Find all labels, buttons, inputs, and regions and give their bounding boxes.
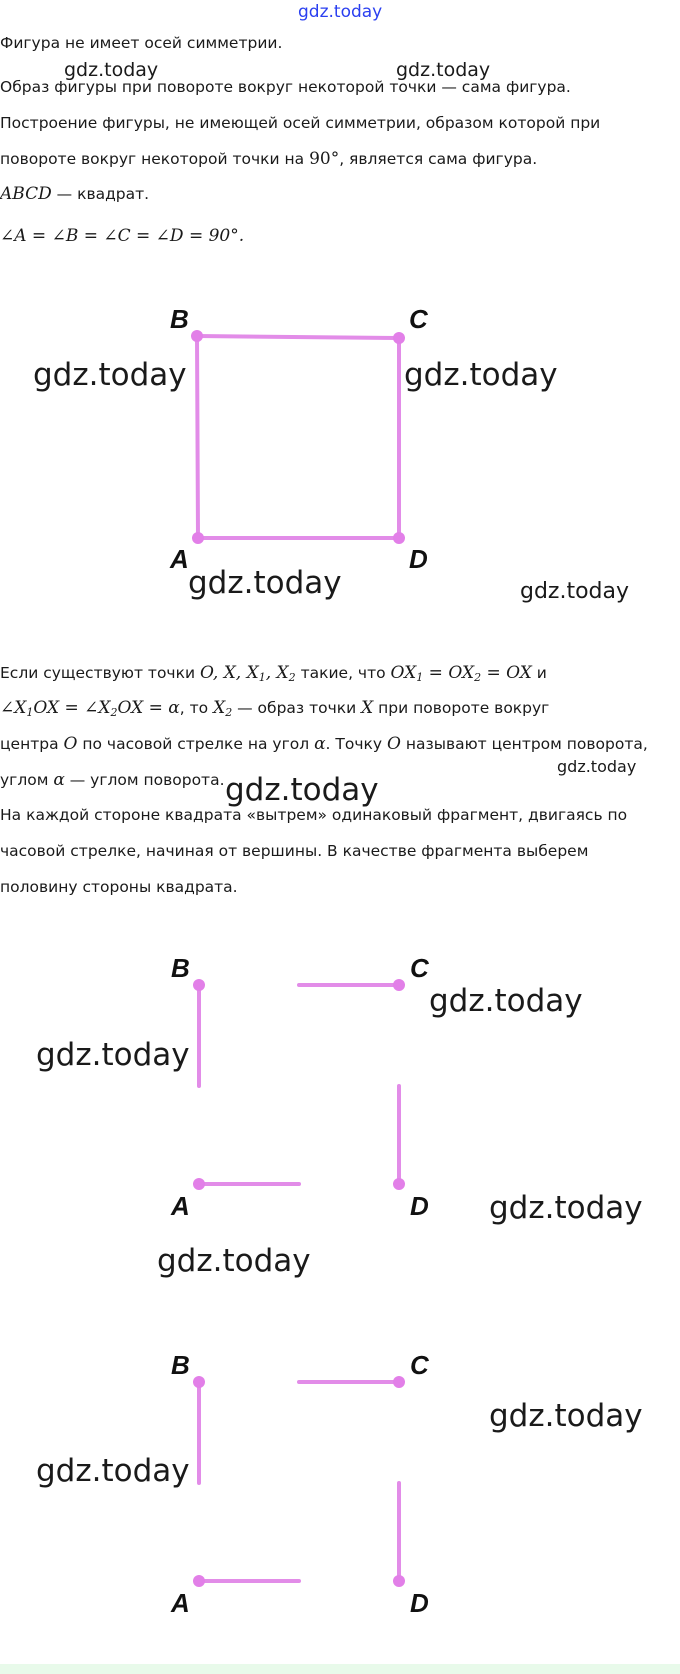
text-line-3: Построение фигуры, не имеющей осей симметрии, образом которой при (0, 114, 601, 132)
vertex-d-point (393, 532, 405, 544)
text-fragment: — квадрат. (51, 185, 150, 203)
math-subscript: 2 (110, 706, 118, 719)
text-line-2: Образ фигуры при повороте вокруг некоторой точки — сама фигура. (0, 78, 571, 96)
text-line-1: Фигура не имеет осей симметрии. (0, 34, 283, 52)
vertex-b-point (193, 979, 205, 991)
math-points: , X (265, 663, 289, 683)
watermark: gdz.today (225, 772, 379, 808)
math-subscript: 1 (416, 671, 424, 684)
text-fragment: , то (179, 699, 214, 717)
text-line-7 (0, 663, 547, 684)
vertex-b-label: B (171, 1350, 190, 1380)
math-angle: ∠X (0, 698, 27, 718)
text-fragment: Если существуют точки (0, 664, 200, 682)
vertex-c-point (393, 1376, 405, 1388)
watermark: gdz.today (520, 579, 630, 604)
vertex-a-label: A (171, 1191, 190, 1221)
watermark-top: gdz.today (298, 2, 383, 22)
text-fragment: и (531, 664, 547, 682)
vertex-a-point (193, 1575, 205, 1587)
vertex-d-point (393, 1178, 405, 1190)
text-line-6 (0, 226, 244, 246)
text-line-9 (0, 734, 648, 754)
text-fragment: центра (0, 735, 64, 753)
vertex-d-point (393, 1575, 405, 1587)
math-equation: = OX (423, 663, 475, 683)
math-subscript: 2 (288, 671, 296, 684)
vertex-b-point (193, 1376, 205, 1388)
text-line-10 (0, 770, 225, 790)
text-fragment: . Точку (325, 735, 387, 753)
math-angle: OX = ∠X (33, 698, 111, 718)
math-subscript: 1 (26, 706, 34, 719)
watermark: gdz.today (188, 565, 342, 601)
vertex-c-point (393, 332, 405, 344)
vertex-d-label: D (410, 1191, 429, 1221)
watermark: gdz.today (157, 1243, 311, 1279)
text-line-13: половину стороны квадрата. (0, 878, 238, 896)
vertex-c-label: C (410, 1350, 429, 1380)
side-ab (197, 336, 198, 538)
text-line-8 (0, 698, 549, 719)
text-fragment: по часовой стрелке на угол (77, 735, 315, 753)
math-o: O (386, 734, 401, 754)
math-alpha: α (314, 734, 326, 754)
text-line-5 (0, 184, 149, 204)
math-abcd: ABCD (0, 184, 52, 204)
vertex-a-point (193, 1178, 205, 1190)
text-fragment: повороте вокруг некоторой точки на (0, 150, 310, 168)
math-x2: X (213, 698, 226, 718)
watermark: gdz.today (64, 59, 159, 81)
watermark: gdz.today (489, 1398, 643, 1434)
math-x: X (361, 698, 374, 718)
math-equation: = OX (481, 663, 532, 683)
text-fragment: такие, что (295, 664, 391, 682)
watermark: gdz.today (36, 1453, 190, 1489)
vertex-c-label: C (410, 953, 429, 983)
math-points: O, X, X (199, 663, 259, 683)
vertex-a-point (192, 532, 204, 544)
math-subscript: 2 (474, 671, 482, 684)
vertex-d-label: D (409, 544, 428, 574)
vertex-c-point (393, 979, 405, 991)
text-line-12: часовой стрелке, начиная от вершины. В качестве фрагмента выберем (0, 842, 589, 860)
watermark: gdz.today (404, 357, 558, 393)
watermark: gdz.today (36, 1037, 190, 1073)
math-equation: OX (390, 663, 417, 683)
text-fragment: называют центром поворота, (400, 735, 648, 753)
math-90-degrees: 90° (309, 149, 340, 169)
square-figure (0, 290, 680, 590)
text-fragment: углом (0, 771, 54, 789)
math-subscript: 1 (258, 671, 266, 684)
text-fragment: — углом поворота. (64, 771, 225, 789)
watermark: gdz.today (396, 59, 491, 81)
text-fragment: — образ точки (232, 699, 362, 717)
bottom-bar (0, 1664, 680, 1674)
text-fragment: , является сама фигура. (339, 150, 538, 168)
watermark: gdz.today (557, 757, 637, 776)
vertex-b-label: B (171, 953, 190, 983)
text-fragment: при повороте вокруг (373, 699, 550, 717)
vertex-a-label: A (171, 1588, 190, 1618)
text-line-11: На каждой стороне квадрата «вытрем» одинаковый фрагмент, двигаясь по (0, 806, 628, 824)
text-line-4 (0, 149, 537, 169)
math-subscript: 2 (225, 706, 233, 719)
watermark: gdz.today (33, 357, 187, 393)
side-bc (197, 336, 399, 338)
math-angle: OX = α (117, 698, 180, 718)
math-alpha: α (53, 770, 65, 790)
vertex-c-label: C (409, 304, 428, 334)
math-angles-equal: ∠A = ∠B = ∠C = ∠D = 90°. (0, 226, 245, 246)
math-o: O (63, 734, 78, 754)
vertex-b-point (191, 330, 203, 342)
watermark: gdz.today (429, 983, 583, 1019)
vertex-d-label: D (410, 1588, 429, 1618)
vertex-b-label: B (170, 304, 189, 334)
vertex-a-label: A (170, 544, 189, 574)
watermark: gdz.today (489, 1190, 643, 1226)
